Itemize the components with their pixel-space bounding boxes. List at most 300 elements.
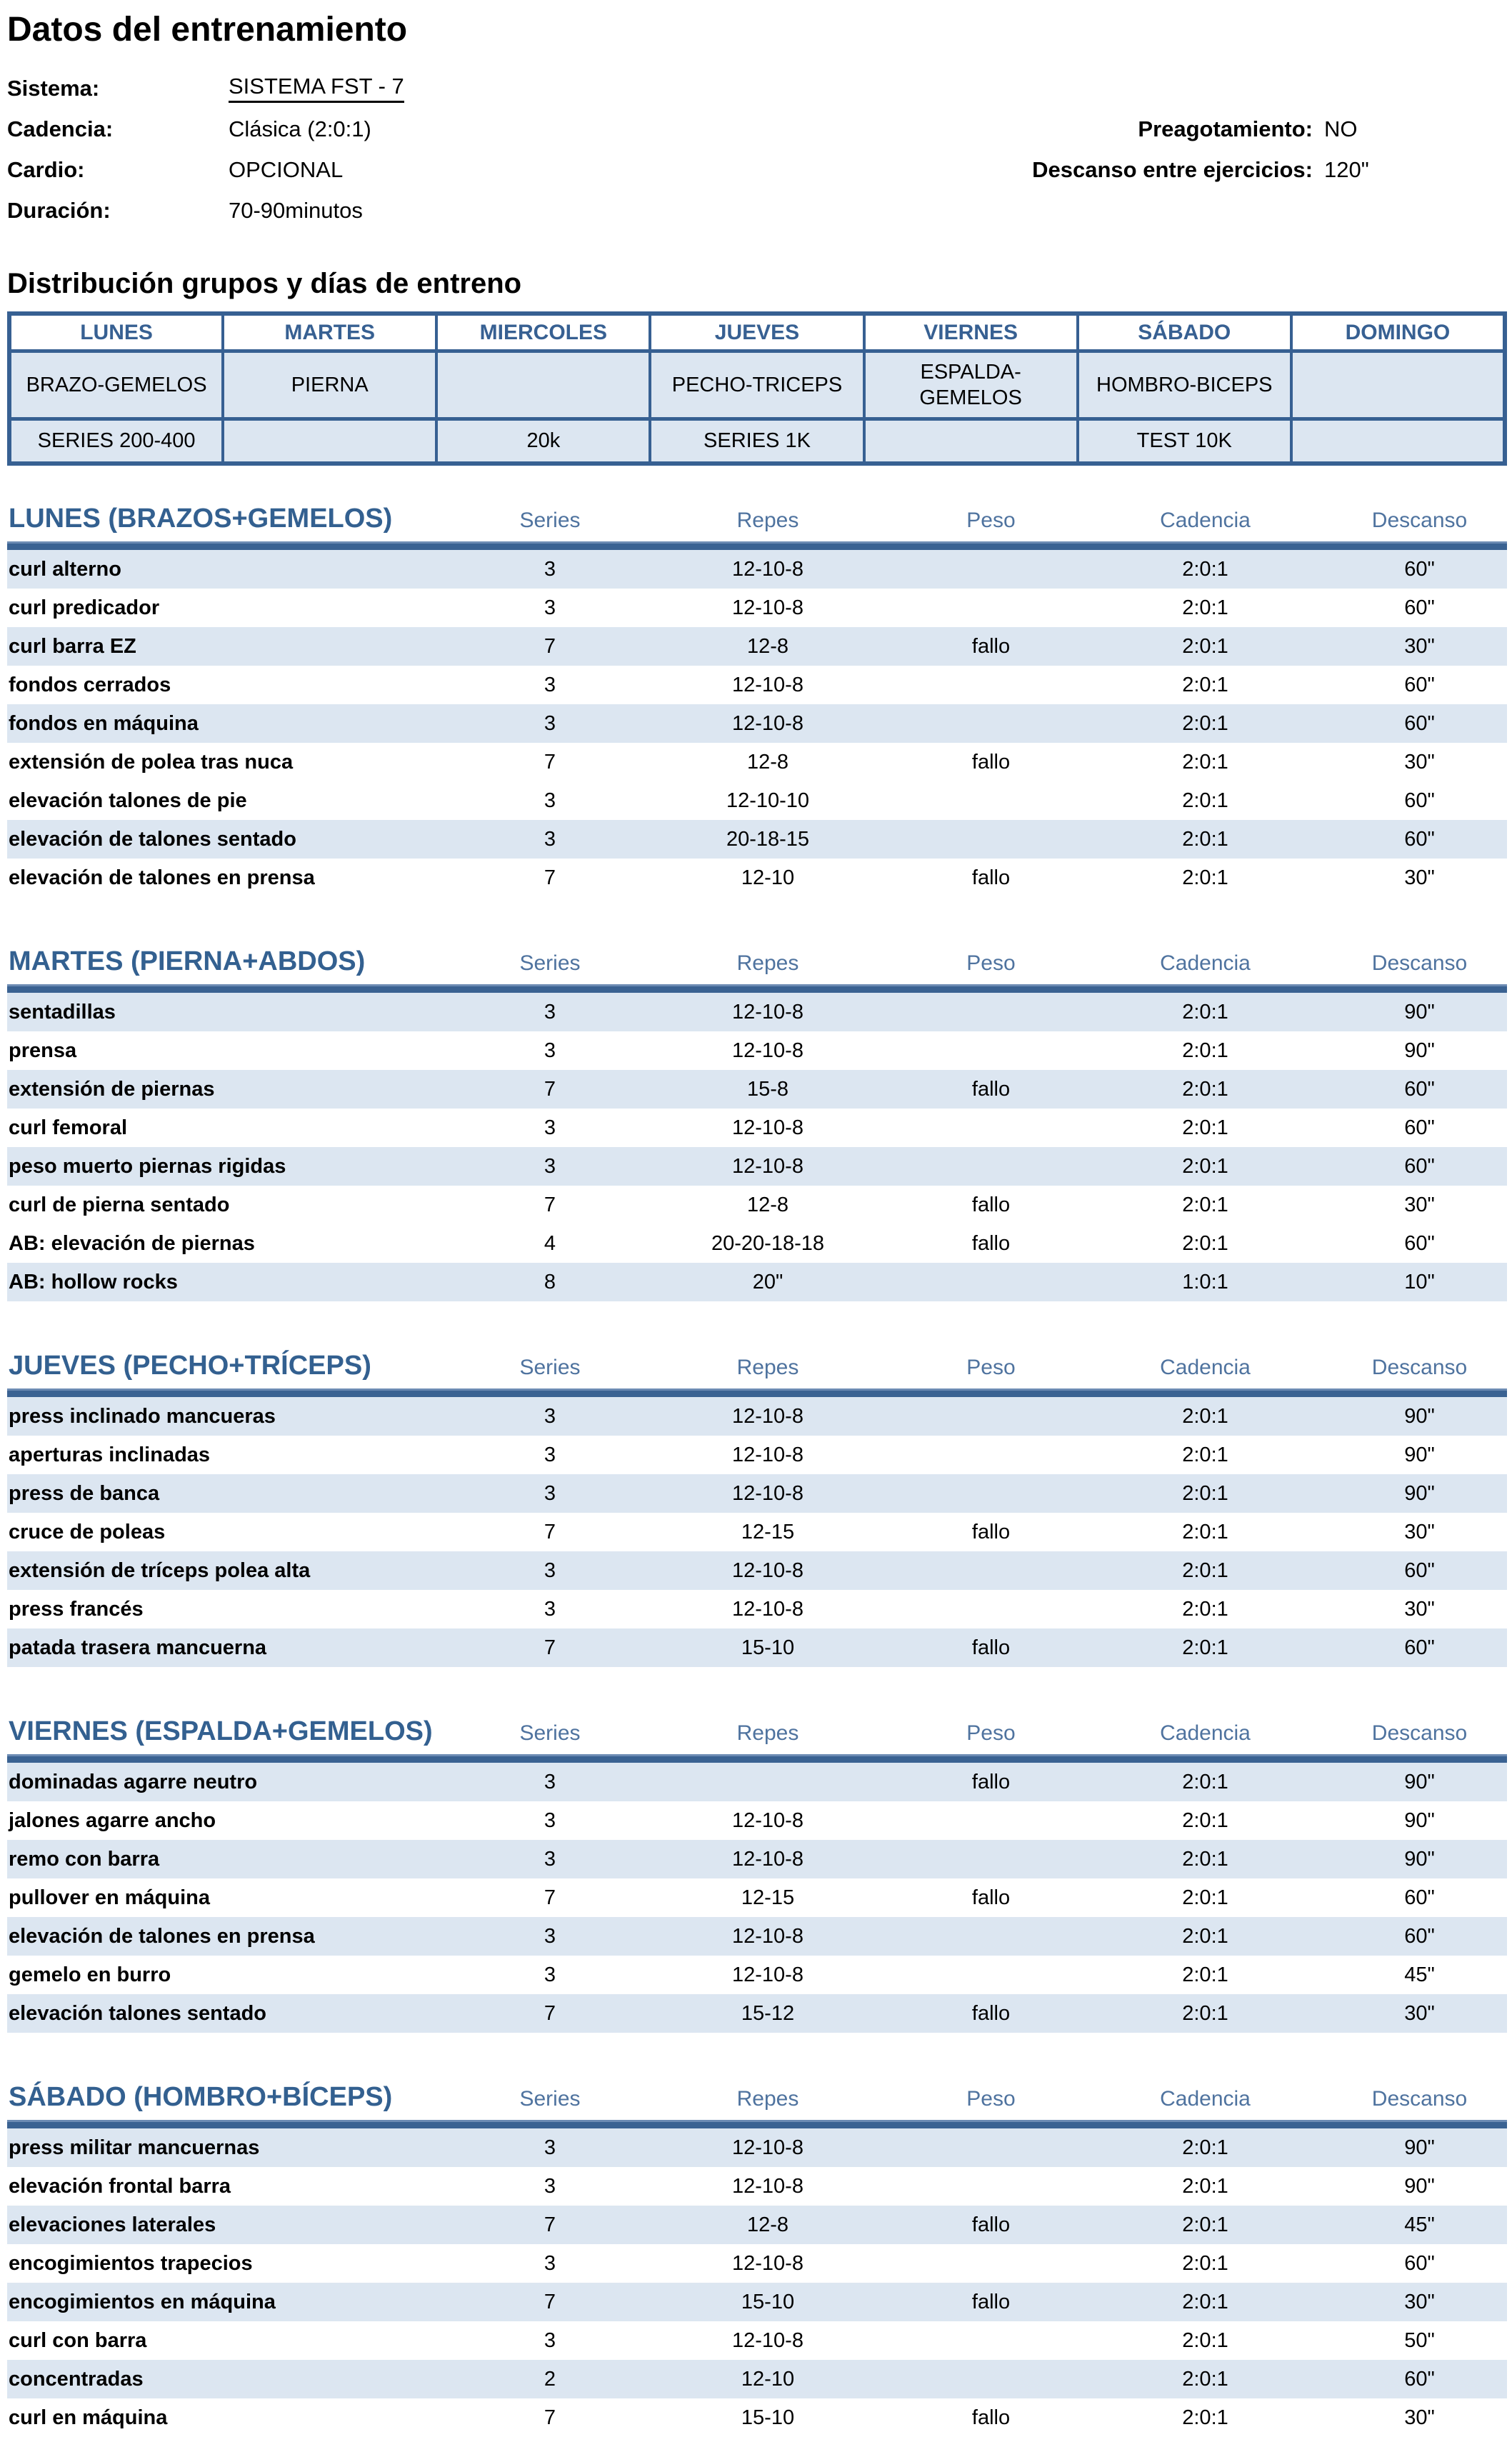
meta-row-preagotamiento	[729, 109, 1500, 149]
cadencia-cell: 2:0:1	[1182, 1193, 1228, 1216]
descanso-cell: 60"	[1404, 1231, 1435, 1255]
section-divider-bar	[7, 984, 1507, 993]
descanso-cell: 60"	[1404, 1886, 1435, 1909]
cadencia-cell: 2:0:1	[1182, 1808, 1228, 1832]
exercise-name: curl con barra	[9, 2328, 147, 2352]
exercise-name: curl de pierna sentado	[9, 1193, 230, 1216]
exercise-row	[7, 1628, 1507, 1667]
exercise-row	[7, 2244, 1507, 2283]
exercise-row	[7, 1186, 1507, 1224]
exercise-name: gemelo en burro	[9, 1963, 171, 1986]
section-title: MARTES (PIERNA+ABDOS)	[9, 946, 366, 976]
section-divider-bar	[7, 1754, 1507, 1763]
preagotamiento-value: NO	[1324, 116, 1358, 141]
series-cell: 3	[544, 827, 556, 851]
series-cell: 3	[544, 789, 556, 812]
series-cell: 3	[544, 1154, 556, 1178]
repes-cell: 12-10-8	[732, 1597, 803, 1621]
column-header-peso: Peso	[966, 951, 1016, 975]
cadencia-cell: 2:0:1	[1182, 866, 1228, 889]
cadencia-cell: 2:0:1	[1182, 1924, 1228, 1948]
exercise-row	[7, 743, 1507, 781]
repes-cell: 12-10-8	[732, 711, 803, 735]
meta-row-sistema	[7, 68, 1507, 109]
section-lunes	[7, 494, 1507, 897]
repes-cell: 12-10-8	[732, 2328, 803, 2352]
duracion-label: Duración:	[7, 197, 111, 223]
page-title: Datos del entrenamiento	[7, 11, 408, 49]
series-cell: 3	[544, 1924, 556, 1948]
descanso-cell: 60"	[1404, 2251, 1435, 2275]
exercise-name: elevación de talones sentado	[9, 827, 296, 851]
repes-cell: 12-15	[741, 1520, 795, 1543]
series-cell: 7	[544, 1077, 556, 1101]
series-cell: 3	[544, 1000, 556, 1024]
peso-cell: fallo	[971, 1077, 1011, 1101]
exercise-name: elevación de talones en prensa	[9, 866, 315, 889]
column-header-repes: Repes	[736, 1721, 799, 1745]
cadencia-cell: 2:0:1	[1182, 2328, 1228, 2352]
cadencia-cell: 2:0:1	[1182, 557, 1228, 581]
exercise-row	[7, 820, 1507, 859]
repes-cell: 12-10	[741, 866, 795, 889]
cadencia-cell: 2:0:1	[1182, 750, 1228, 774]
exercise-row	[7, 1590, 1507, 1628]
descanso-cell: 30"	[1404, 2406, 1435, 2429]
section-divider-bar	[7, 1388, 1507, 1397]
exercise-name: jalones agarre ancho	[9, 1808, 216, 1832]
series-cell: 3	[544, 1443, 556, 1466]
day-header-martes: MARTES	[223, 314, 436, 351]
cadencia-cell: 2:0:1	[1182, 1077, 1228, 1101]
column-header-cadencia: Cadencia	[1160, 1721, 1251, 1745]
meta-row-descanso-ejercicios	[729, 149, 1500, 190]
exercise-row	[7, 1436, 1507, 1474]
exercise-row	[7, 2360, 1507, 2398]
exercise-name: encogimientos en máquina	[9, 2290, 276, 2313]
exercise-name: fondos cerrados	[9, 673, 171, 696]
repes-cell: 12-8	[746, 634, 789, 658]
descanso-cell: 60"	[1404, 711, 1435, 735]
descanso-cell: 30"	[1404, 2290, 1435, 2313]
section-divider-bar	[7, 2120, 1507, 2128]
peso-cell: fallo	[971, 2290, 1011, 2313]
descanso-cell: 30"	[1404, 866, 1435, 889]
section-title: SÁBADO (HOMBRO+BÍCEPS)	[9, 2082, 393, 2112]
descanso-cell: 45"	[1404, 1963, 1435, 1986]
section-martes	[7, 937, 1507, 1301]
descanso-cell: 90"	[1404, 1000, 1435, 1024]
column-header-repes: Repes	[736, 951, 799, 975]
sistema-value: SISTEMA FST - 7	[229, 74, 404, 103]
descanso-cell: 60"	[1404, 596, 1435, 619]
column-header-descanso: Descanso	[1371, 509, 1468, 532]
repes-cell: 15-10	[741, 1636, 795, 1659]
cadencia-cell: 2:0:1	[1182, 1597, 1228, 1621]
column-header-series: Series	[519, 1356, 581, 1379]
exercise-name: prensa	[9, 1039, 77, 1062]
series-cell: 3	[544, 2136, 556, 2159]
cadencia-cell: 2:0:1	[1182, 1481, 1228, 1505]
group-cell: HOMBRO-BICEPS	[1078, 351, 1291, 419]
cardio-cell	[223, 419, 436, 464]
exercise-row	[7, 859, 1507, 897]
series-cell: 3	[544, 1847, 556, 1871]
series-cell: 3	[544, 711, 556, 735]
series-cell: 3	[544, 1808, 556, 1832]
series-cell: 2	[544, 2367, 556, 2391]
section-title: JUEVES (PECHO+TRÍCEPS)	[9, 1351, 371, 1381]
section-divider-bar	[7, 541, 1507, 550]
descanso-cell: 30"	[1404, 2001, 1435, 2025]
exercise-row	[7, 1224, 1507, 1263]
repes-cell: 12-10-8	[732, 1924, 803, 1948]
repes-cell: 12-10-8	[732, 596, 803, 619]
cadencia-label: Cadencia:	[7, 116, 114, 141]
exercise-row	[7, 666, 1507, 704]
repes-cell: 12-10-8	[732, 1404, 803, 1428]
cadencia-cell: 2:0:1	[1182, 1886, 1228, 1909]
exercise-row	[7, 1551, 1507, 1590]
day-header-miercoles: MIERCOLES	[436, 314, 650, 351]
exercise-name: press militar mancuernas	[9, 2136, 260, 2159]
repes-cell: 15-12	[741, 2001, 795, 2025]
peso-cell: fallo	[971, 1193, 1011, 1216]
descanso-cell: 10"	[1404, 1270, 1435, 1293]
series-cell: 7	[544, 634, 556, 658]
peso-cell: fallo	[971, 1636, 1011, 1659]
cardio-row	[9, 419, 1505, 464]
descanso-cell: 90"	[1404, 2136, 1435, 2159]
column-header-peso: Peso	[966, 2087, 1016, 2111]
cadencia-cell: 2:0:1	[1182, 1039, 1228, 1062]
series-cell: 3	[544, 1963, 556, 1986]
cadencia-cell: 2:0:1	[1182, 789, 1228, 812]
descanso-cell: 90"	[1404, 1039, 1435, 1062]
exercise-row	[7, 1801, 1507, 1840]
cardio-cell: SERIES 200-400	[9, 419, 223, 464]
cadencia-cell: 2:0:1	[1182, 1443, 1228, 1466]
group-cell	[436, 351, 650, 419]
repes-cell: 12-10-8	[732, 1116, 803, 1139]
exercise-row	[7, 1956, 1507, 1994]
column-header-peso: Peso	[966, 509, 1016, 532]
exercise-row	[7, 2167, 1507, 2206]
descanso-cell: 50"	[1404, 2328, 1435, 2352]
exercise-name: patada trasera mancuerna	[9, 1636, 267, 1659]
series-cell: 8	[544, 1270, 556, 1293]
cardio-label: Cardio:	[7, 156, 85, 182]
exercise-row	[7, 2283, 1507, 2321]
exercise-name: remo con barra	[9, 1847, 160, 1871]
exercise-name: press de banca	[9, 1481, 160, 1505]
cardio-value: OPCIONAL	[229, 156, 344, 182]
exercise-name: press francés	[9, 1597, 144, 1621]
repes-cell: 12-8	[746, 2213, 789, 2236]
section-header	[7, 494, 1507, 534]
week-days-row	[9, 314, 1505, 351]
section-title: LUNES (BRAZOS+GEMELOS)	[9, 504, 393, 534]
exercise-name: press inclinado mancueras	[9, 1404, 276, 1428]
exercise-row	[7, 2321, 1507, 2360]
group-cell: ESPALDA-GEMELOS	[864, 351, 1078, 419]
descanso-cell: 30"	[1404, 1597, 1435, 1621]
training-meta	[7, 68, 1507, 231]
descanso-cell: 90"	[1404, 1770, 1435, 1793]
column-header-descanso: Descanso	[1371, 1356, 1468, 1379]
exercise-name: elevación frontal barra	[9, 2174, 231, 2198]
peso-cell: fallo	[971, 634, 1011, 658]
series-cell: 4	[544, 1231, 556, 1255]
repes-cell: 12-10-8	[732, 1154, 803, 1178]
column-header-descanso: Descanso	[1371, 1721, 1468, 1745]
descanso-cell: 30"	[1404, 634, 1435, 658]
exercise-name: curl alterno	[9, 557, 121, 581]
descanso-cell: 30"	[1404, 1193, 1435, 1216]
descanso-cell: 45"	[1404, 2213, 1435, 2236]
series-cell: 7	[544, 1886, 556, 1909]
repes-cell: 15-10	[741, 2290, 795, 2313]
peso-cell: fallo	[971, 750, 1011, 774]
section-header	[7, 2073, 1507, 2113]
series-cell: 3	[544, 557, 556, 581]
cadencia-cell: 2:0:1	[1182, 1404, 1228, 1428]
peso-cell: fallo	[971, 1520, 1011, 1543]
group-cell: PIERNA	[223, 351, 436, 419]
descanso-cell: 30"	[1404, 1520, 1435, 1543]
column-header-peso: Peso	[966, 1356, 1016, 1379]
exercise-row	[7, 1763, 1507, 1801]
cadencia-cell: 2:0:1	[1182, 2174, 1228, 2198]
exercise-name: extensión de piernas	[9, 1077, 215, 1101]
repes-cell: 15-8	[746, 1077, 789, 1101]
descanso-cell: 60"	[1404, 789, 1435, 812]
descanso-cell: 60"	[1404, 673, 1435, 696]
descanso-cell: 90"	[1404, 1847, 1435, 1871]
series-cell: 3	[544, 596, 556, 619]
column-header-series: Series	[519, 509, 581, 532]
repes-cell: 12-10-8	[732, 1558, 803, 1582]
series-cell: 7	[544, 2290, 556, 2313]
exercise-name: curl en máquina	[9, 2406, 168, 2429]
distribution-heading: Distribución grupos y días de entreno	[7, 268, 522, 299]
exercise-name: encogimientos trapecios	[9, 2251, 253, 2275]
cadencia-cell: 2:0:1	[1182, 2406, 1228, 2429]
column-header-descanso: Descanso	[1371, 951, 1468, 975]
column-header-cadencia: Cadencia	[1160, 1356, 1251, 1379]
exercise-row	[7, 2398, 1507, 2437]
cadencia-cell: 2:0:1	[1182, 2213, 1228, 2236]
cadencia-cell: 2:0:1	[1182, 1116, 1228, 1139]
exercise-name: aperturas inclinadas	[9, 1443, 211, 1466]
exercise-name: elevación talones sentado	[9, 2001, 267, 2025]
column-header-descanso: Descanso	[1371, 2087, 1468, 2111]
peso-cell: fallo	[971, 1886, 1011, 1909]
repes-cell: 20-18-15	[726, 827, 810, 851]
cadencia-cell: 2:0:1	[1182, 1963, 1228, 1986]
exercise-name: AB: elevación de piernas	[9, 1231, 255, 1255]
series-cell: 3	[544, 1770, 556, 1793]
exercise-name: curl predicador	[9, 596, 160, 619]
exercise-name: extensión de tríceps polea alta	[9, 1558, 311, 1582]
descanso-cell: 60"	[1404, 557, 1435, 581]
cadencia-cell: 2:0:1	[1182, 1154, 1228, 1178]
cadencia-cell: 2:0:1	[1182, 711, 1228, 735]
cadencia-cell: 2:0:1	[1182, 1000, 1228, 1024]
cadencia-cell: 2:0:1	[1182, 2001, 1228, 2025]
exercise-row	[7, 1994, 1507, 2033]
series-cell: 3	[544, 2251, 556, 2275]
series-cell: 3	[544, 1116, 556, 1139]
day-header-jueves: JUEVES	[650, 314, 863, 351]
series-cell: 7	[544, 750, 556, 774]
cadencia-cell: 2:0:1	[1182, 827, 1228, 851]
meta-row-duracion	[7, 190, 1507, 231]
cadencia-cell: 2:0:1	[1182, 2251, 1228, 2275]
exercise-row	[7, 1070, 1507, 1109]
exercise-name: elevación talones de pie	[9, 789, 247, 812]
cadencia-cell: 2:0:1	[1182, 1231, 1228, 1255]
exercise-row	[7, 1109, 1507, 1147]
repes-cell: 12-10-8	[732, 1000, 803, 1024]
descanso-cell: 90"	[1404, 2174, 1435, 2198]
section-title: VIERNES (ESPALDA+GEMELOS)	[9, 1716, 433, 1746]
exercise-name: fondos en máquina	[9, 711, 199, 735]
exercise-row	[7, 1031, 1507, 1070]
series-cell: 7	[544, 2406, 556, 2429]
exercise-name: cruce de poleas	[9, 1520, 166, 1543]
section-jueves	[7, 1341, 1507, 1667]
series-cell: 3	[544, 1481, 556, 1505]
repes-cell: 12-10-8	[732, 2251, 803, 2275]
exercise-row	[7, 1917, 1507, 1956]
cardio-cell	[1291, 419, 1505, 464]
cadencia-cell: 1:0:1	[1182, 1270, 1228, 1293]
repes-cell: 12-10-8	[732, 1847, 803, 1871]
column-header-series: Series	[519, 951, 581, 975]
descanso-cell: 60"	[1404, 1077, 1435, 1101]
exercise-row	[7, 1474, 1507, 1513]
exercise-name: sentadillas	[9, 1000, 116, 1024]
descanso-cell: 60"	[1404, 2367, 1435, 2391]
descanso-cell: 90"	[1404, 1481, 1435, 1505]
descanso-cell: 60"	[1404, 1636, 1435, 1659]
repes-cell: 20-20-18-18	[711, 1231, 824, 1255]
repes-cell: 12-10-8	[732, 1963, 803, 1986]
exercise-row	[7, 1397, 1507, 1436]
repes-cell: 12-10-8	[732, 2174, 803, 2198]
repes-cell: 12-10-8	[732, 1443, 803, 1466]
peso-cell: fallo	[971, 2001, 1011, 2025]
section-header	[7, 1707, 1507, 1747]
section-header	[7, 1341, 1507, 1381]
repes-cell: 20"	[752, 1270, 783, 1293]
repes-cell: 12-15	[741, 1886, 795, 1909]
repes-cell: 12-10-10	[726, 789, 810, 812]
series-cell: 7	[544, 1636, 556, 1659]
repes-cell: 12-10-8	[732, 1808, 803, 1832]
cadencia-cell: 2:0:1	[1182, 2367, 1228, 2391]
cardio-cell: 20k	[436, 419, 650, 464]
section-sabado	[7, 2073, 1507, 2437]
meta-right-block	[729, 109, 1500, 190]
column-header-repes: Repes	[736, 2087, 799, 2111]
descanso-cell: 90"	[1404, 1404, 1435, 1428]
cadencia-cell: 2:0:1	[1182, 1558, 1228, 1582]
exercise-name: curl barra EZ	[9, 634, 136, 658]
cardio-cell: TEST 10K	[1078, 419, 1291, 464]
descanso-cell: 60"	[1404, 827, 1435, 851]
exercise-row	[7, 1878, 1507, 1917]
day-header-sabado: SÁBADO	[1078, 314, 1291, 351]
series-cell: 7	[544, 2213, 556, 2236]
peso-cell: fallo	[971, 2213, 1011, 2236]
cadencia-cell: 2:0:1	[1182, 1770, 1228, 1793]
descanso-cell: 30"	[1404, 750, 1435, 774]
series-cell: 7	[544, 2001, 556, 2025]
column-header-series: Series	[519, 2087, 581, 2111]
exercise-name: concentradas	[9, 2367, 144, 2391]
cardio-cell: SERIES 1K	[650, 419, 863, 464]
peso-cell: fallo	[971, 1231, 1011, 1255]
peso-cell: fallo	[971, 2406, 1011, 2429]
exercise-row	[7, 2128, 1507, 2167]
column-header-cadencia: Cadencia	[1160, 509, 1251, 532]
descanso-ejercicios-value: 120"	[1324, 156, 1369, 182]
exercise-row	[7, 704, 1507, 743]
column-header-cadencia: Cadencia	[1160, 951, 1251, 975]
descanso-cell: 60"	[1404, 1558, 1435, 1582]
descanso-ejercicios-label: Descanso entre ejercicios:	[1032, 156, 1313, 182]
peso-cell: fallo	[971, 866, 1011, 889]
preagotamiento-label: Preagotamiento:	[1138, 116, 1313, 141]
day-header-lunes: LUNES	[9, 314, 223, 351]
descanso-cell: 60"	[1404, 1116, 1435, 1139]
exercise-row	[7, 781, 1507, 820]
exercise-name: extensión de polea tras nuca	[9, 750, 294, 774]
exercise-row	[7, 1840, 1507, 1878]
exercise-name: peso muerto piernas rigidas	[9, 1154, 286, 1178]
column-header-series: Series	[519, 1721, 581, 1745]
exercise-name: dominadas agarre neutro	[9, 1770, 258, 1793]
exercise-row	[7, 2206, 1507, 2244]
cadencia-cell: 2:0:1	[1182, 2290, 1228, 2313]
series-cell: 7	[544, 1520, 556, 1543]
cadencia-cell: 2:0:1	[1182, 2136, 1228, 2159]
week-distribution-table	[7, 311, 1507, 466]
day-header-viernes: VIERNES	[864, 314, 1078, 351]
descanso-cell: 60"	[1404, 1924, 1435, 1948]
group-cell: PECHO-TRICEPS	[650, 351, 863, 419]
exercise-row	[7, 1263, 1507, 1301]
exercise-row	[7, 627, 1507, 666]
duracion-value: 70-90minutos	[229, 197, 363, 223]
sistema-label: Sistema:	[7, 75, 100, 101]
descanso-cell: 90"	[1404, 1443, 1435, 1466]
repes-cell: 12-10	[741, 2367, 795, 2391]
repes-cell: 12-8	[746, 1193, 789, 1216]
cadencia-cell: 2:0:1	[1182, 1520, 1228, 1543]
column-header-repes: Repes	[736, 509, 799, 532]
group-cell	[1291, 351, 1505, 419]
series-cell: 3	[544, 1558, 556, 1582]
descanso-cell: 60"	[1404, 1154, 1435, 1178]
repes-cell: 12-10-8	[732, 2136, 803, 2159]
exercise-row	[7, 589, 1507, 627]
exercise-name: elevaciones laterales	[9, 2213, 216, 2236]
series-cell: 7	[544, 1193, 556, 1216]
column-header-cadencia: Cadencia	[1160, 2087, 1251, 2111]
